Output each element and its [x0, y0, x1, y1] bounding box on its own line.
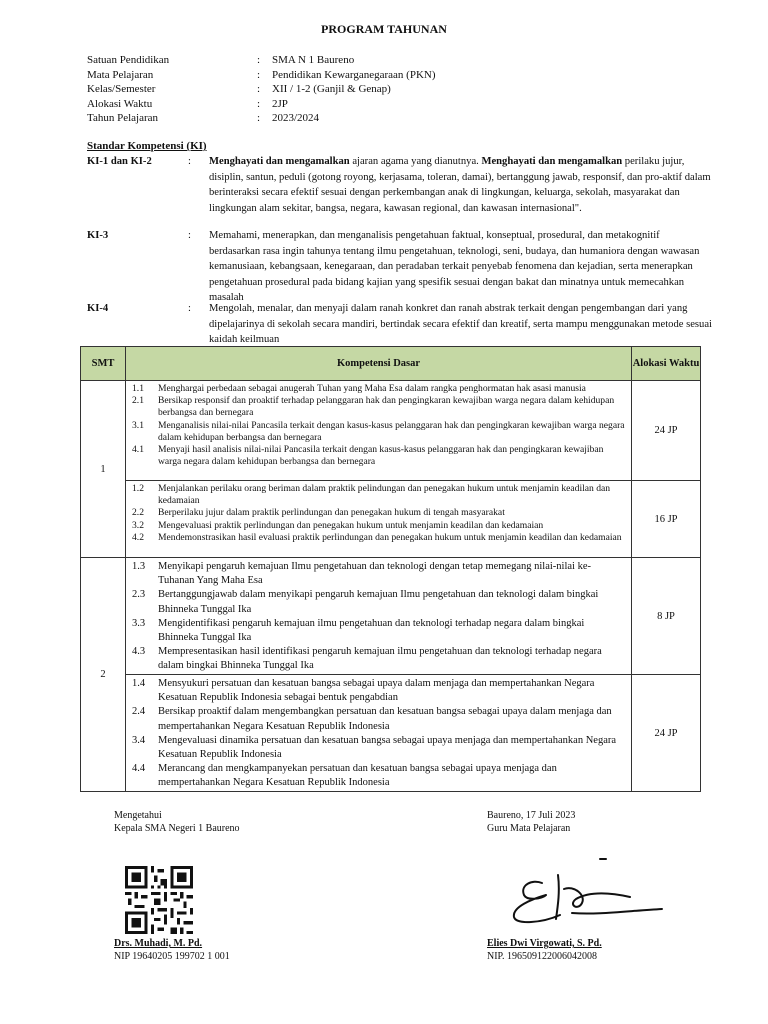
header-smt: SMT: [81, 347, 126, 381]
kd-number: 1.1: [132, 383, 144, 394]
signature-left: [114, 809, 240, 835]
ki-colon: :: [188, 303, 191, 314]
kd-number: 4.4: [132, 763, 146, 775]
alokasi-cell: 24 JP: [632, 381, 701, 481]
signature-left-name-block: [114, 937, 230, 963]
info-row: [87, 53, 487, 68]
table-row: [81, 675, 701, 792]
kd-text: Berperilaku jujur dalam praktik perlindungan dan penegakan hukum di tengah masyarakat: [158, 507, 505, 519]
info-row: [87, 68, 487, 83]
ki-text-part: perilaku jujur, disiplin, santun, peduli (gotong royong, kerjasama, toleran, damai), bertanggung jawab, responsif, dan pro-aktif dalam berinteraksi secara efektif sesuai dengan perkembangan anak di lingkungan, keluarga, sekolah, masyarakat dan lingkungan alam sekitar, bangsa, negara, kawasan regional, dan kawasan internasional".: [209, 156, 711, 214]
info-colon: :: [257, 68, 261, 81]
kd-item: [130, 532, 627, 544]
kd-text: Menyaji hasil analisis nilai-nilai Pancasila terkait dengan kasus-kasus pelanggaran hak dan pengingkaran kewajiban warga negara dalam kehidupan berbangsa dan bernegara: [158, 444, 604, 468]
header-kompetensi-dasar: Kompetensi Dasar: [126, 347, 632, 381]
info-label: Alokasi Waktu: [87, 97, 153, 110]
page-title: PROGRAM TAHUNAN: [321, 22, 447, 36]
kd-text: Menganalisis nilai-nilai Pancasila terkait dengan kasus-kasus pelanggaran hak dan pengingkaran kewajiban warga negara dalam kehidupan berbangsa dan bernegara: [158, 419, 625, 443]
info-row: [87, 97, 487, 112]
kd-number: 1.2: [132, 483, 144, 494]
semester-cell: 1: [81, 381, 126, 558]
table-row: [81, 381, 701, 481]
table-header-row: [81, 347, 701, 381]
kd-text: Merancang dan mengkampanyekan persatuan dan kesatuan bangsa sebagai upaya menjaga dan mempertahankan Negara Kesatuan Republik Indonesia: [158, 763, 557, 789]
ki-colon: :: [188, 156, 191, 167]
ki-colon: :: [188, 230, 191, 241]
kd-number: 3.3: [132, 617, 146, 629]
info-colon: :: [257, 97, 261, 110]
kd-number: 2.1: [132, 395, 144, 407]
kd-item: [130, 762, 627, 790]
ki-text-part: ajaran agama yang dianutnya.: [349, 156, 482, 167]
info-label: Tahun Pelajaran: [87, 112, 159, 124]
info-colon: :: [257, 112, 261, 124]
ki-bold: Menghayati dan mengamalkan: [481, 156, 623, 167]
kd-number: 2.2: [132, 507, 144, 519]
info-label: Kelas/Semester: [87, 83, 156, 95]
kd-item: [130, 560, 627, 588]
kd-text: Menjalankan perilaku orang beriman dalam praktik pelindungan dan penegakan hukum untuk menjamin keadilan dan kedamaian: [158, 483, 611, 507]
kd-text: Menyikapi pengaruh kemajuan Ilmu pengetahuan dan teknologi dengan tetap memegang nilai-nilai ke-Tuhanan Yang Maha Esa: [158, 561, 591, 587]
kd-item: [130, 395, 627, 419]
signature-right-name-block: [487, 937, 602, 963]
info-colon: :: [257, 54, 261, 66]
info-row: [87, 111, 487, 126]
kd-cell: [126, 675, 632, 792]
kd-text: Mendemonstrasikan hasil evaluasi praktik perlindungan dan penegakan hukum untuk menjamin keadilan dan kedamaian: [158, 531, 622, 543]
info-value: 2JP: [272, 97, 288, 110]
kd-item: [130, 420, 627, 444]
table-row: [81, 481, 701, 558]
kd-item: [130, 520, 627, 532]
kd-number: 4.1: [132, 444, 144, 456]
sign-right-line2: Guru Mata Pelajaran: [487, 823, 571, 834]
kompetensi-dasar-table: [80, 346, 701, 792]
kd-item: [130, 444, 627, 468]
kd-item: [130, 483, 627, 507]
teacher-nip: NIP. 196509122006042008: [487, 951, 598, 962]
sign-right-line1: Baureno, 17 Juli 2023: [487, 810, 576, 821]
kd-text: Mengidentifikasi pengaruh kemajuan ilmu pengetahuan dan teknologi terhadap negara dalam bingkai Bhinneka Tunggal Ika: [158, 617, 585, 644]
kd-item: [130, 645, 627, 673]
info-value: Pendidikan Kewarganegaraan (PKN): [272, 68, 436, 81]
ki-bold: Menghayati dan mengamalkan: [209, 156, 350, 167]
table-row: [81, 558, 701, 675]
info-block: [87, 53, 487, 126]
info-colon: :: [257, 83, 261, 95]
kd-text: Bertanggungjawab dalam menyikapi pengaruh kemajuan Ilmu pengetahuan dan teknologi dalam bingkai Bhinneka Tunggal Ika: [158, 589, 599, 615]
ki-row-1: [87, 154, 727, 234]
kd-number: 2.3: [132, 589, 146, 601]
kd-item: [130, 705, 627, 733]
sign-left-line1: Mengetahui: [114, 810, 162, 821]
ki-text: Mengolah, menalar, dan menyaji dalam ranah konkret dan ranah abstrak terkait dengan pengembangan dari yang dipelajarinya di sekolah secara mandiri, bertindak secara efektif dan kreatif, serta mampu menggunakan metode sesuai kaidah keilmuan: [209, 303, 712, 346]
kd-item: [130, 734, 627, 762]
kd-number: 1.3: [132, 561, 146, 572]
header-alokasi-waktu: Alokasi Waktu: [632, 347, 701, 381]
ki-label: KI-3: [87, 230, 109, 241]
ki-text: Memahami, menerapkan, dan menganalisis pengetahuan faktual, konseptual, prosedural, dan metakognitif berdasarkan rasa ingin tahunya tentang ilmu pengetahuan, teknologi, seni, budaya, dan humaniora dengan wawasan kemanusiaan, kebangsaan, kenegaraan, dan peradaban terkait penyebab fenomena dan kejadian, serta menerapkan pengetahuan prosedural pada bidang kajian yang spesifik sesuai dengan bakat dan minatnya untuk memecahkan masalah: [209, 230, 700, 304]
ki-label: KI-1 dan KI-2: [87, 156, 152, 167]
info-value: 2023/2024: [272, 112, 320, 124]
kd-number: 4.2: [132, 531, 144, 543]
standar-kompetensi-title: Standar Kompetensi (KI): [87, 140, 207, 152]
kd-text: Mengevaluasi praktik perlindungan dan penegakan hukum untuk menjamin keadilan dan kedamaian: [158, 519, 544, 531]
alokasi-cell: 16 JP: [632, 481, 701, 558]
kd-cell: [126, 558, 632, 675]
kd-number: 3.2: [132, 519, 144, 531]
alokasi-cell: 24 JP: [632, 675, 701, 792]
kd-number: 2.4: [132, 706, 146, 718]
kd-item: [130, 507, 627, 519]
qr-code-icon: [125, 866, 193, 934]
teacher-name: Elies Dwi Virgowati, S. Pd.: [487, 938, 602, 949]
kd-number: 3.4: [132, 734, 146, 746]
ki-row-3: [87, 228, 727, 306]
handwritten-signature: [502, 855, 670, 930]
semester-cell: 2: [81, 558, 126, 792]
principal-name: Drs. Muhadi, M. Pd.: [114, 938, 203, 949]
ki-text: [209, 154, 712, 216]
alokasi-cell: 8 JP: [632, 558, 701, 675]
kd-text: Mengevaluasi dinamika persatuan dan kesatuan bangsa sebagai upaya menjaga dan mempertahankan Negara Kesatuan Republik Indonesia: [158, 734, 617, 761]
kd-text: Bersikap proaktif dalam mengembangkan persatuan dan kesatuan bangsa sebagai upaya dalam menjaga dan mempertahankan Negara Kesatuan Republik Indonesia: [158, 706, 612, 732]
kd-text: Mensyukuri persatuan dan kesatuan bangsa sebagai upaya dalam menjaga dan mempertahankan Negara Kesatuan Republik Indonesia sebagai bentuk pengabdian: [158, 678, 595, 704]
kd-text: Bersikap responsif dan proaktif terhadap pelanggaran hak dan pengingkaran kewajiban warga negara dalam kehidupan berbangsa dan bernegara: [158, 395, 615, 419]
kd-item: [130, 617, 627, 645]
kd-text: Menghargai perbedaan sebagai anugerah Tuhan yang Maha Esa dalam rangka penghormatan hak asasi manusia: [158, 383, 586, 394]
principal-nip: NIP 19640205 199702 1 001: [114, 951, 230, 962]
kd-number: 3.1: [132, 419, 144, 431]
info-value: SMA N 1 Baureno: [272, 54, 355, 66]
info-label: Satuan Pendidikan: [87, 54, 170, 66]
kd-cell: [126, 381, 632, 481]
kd-item: [130, 677, 627, 705]
kd-item: [130, 588, 627, 616]
kd-number: 4.3: [132, 646, 146, 658]
info-value: XII / 1-2 (Ganjil & Genap): [272, 83, 391, 95]
kd-number: 1.4: [132, 678, 146, 689]
kd-cell: [126, 481, 632, 558]
ki-row-4: [87, 301, 727, 347]
kd-text: Mempresentasikan hasil identifikasi pengaruh kemajuan ilmu pengetahuan dan teknologi terhadap negara dalam bingkai Bhinneka Tunggal Ika: [158, 646, 602, 672]
ki-label: KI-4: [87, 303, 109, 314]
kd-item: [130, 383, 627, 395]
info-label: Mata Pelajaran: [87, 68, 154, 81]
signature-right: [487, 809, 575, 835]
sign-left-line2: Kepala SMA Negeri 1 Baureno: [114, 823, 240, 834]
info-row: [87, 82, 487, 97]
